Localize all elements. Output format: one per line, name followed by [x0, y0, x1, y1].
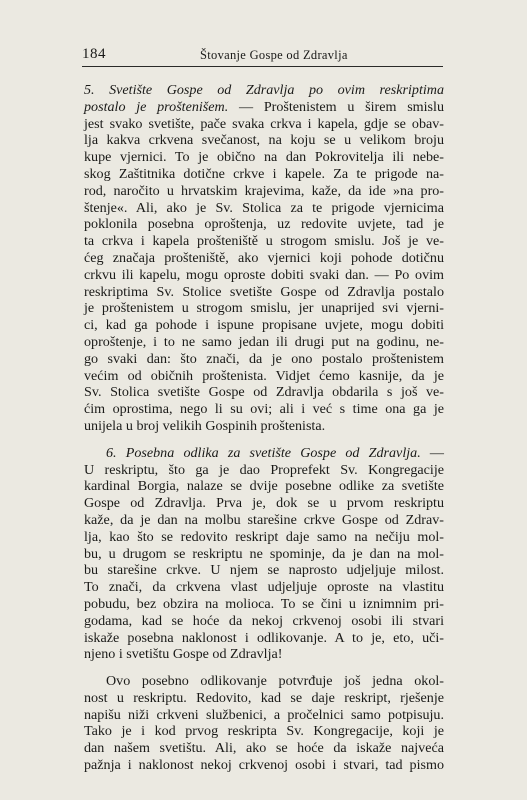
- line-text: skog Zaštitnika dotične crkve i kapele. Za te prigode na-: [84, 165, 444, 182]
- line-text: godama, kad se hoće da nekoj crkvenoj osobi ili stvari: [84, 612, 444, 629]
- text-line: [84, 445, 444, 462]
- text-line: [84, 300, 444, 317]
- line-text: ta crkva i kapela prošteniště u strogom smislu. Još je ve-: [84, 233, 444, 250]
- paragraph: [84, 82, 444, 435]
- line-text: većim od običnih proštenista. Vidjet ćemo kasnije, da je: [84, 367, 444, 384]
- line-text: Tako je i kod prvog reskripta Sv. Kongregacije, koji je: [84, 723, 444, 740]
- text-line: [84, 317, 444, 334]
- text-line: [84, 250, 444, 267]
- paragraph: [84, 445, 444, 663]
- text-line: [84, 351, 444, 368]
- text-line: [84, 512, 444, 529]
- text-line: [84, 529, 444, 546]
- line-text: kupe vjernici. To je obično na dan Pokrovitelja ili nebe-: [84, 149, 444, 166]
- line-text: dan našem svetištu. Ali, ako se hoće da iskaže najveća: [84, 740, 444, 757]
- line-text: unijela u broj velikih Gospinih proštenista.: [84, 417, 326, 434]
- running-head: Štovanje Gospe od Zdravlja: [200, 48, 348, 62]
- text-line: [84, 579, 444, 596]
- text-line: [84, 673, 444, 690]
- text-line: [84, 149, 444, 166]
- line-text: oproštenje, i to ne samo jedan ili drugi put na godinu, ne-: [84, 333, 444, 350]
- text-line: [84, 284, 444, 301]
- text-line: [84, 334, 444, 351]
- text-line: [84, 646, 444, 663]
- line-text: pobudu, bez obzira na molioca. To se čini u iznimnim pri-: [84, 595, 444, 612]
- line-text: ćim oprostima, nego li su ovi; ali i već s time ona ga je: [84, 401, 444, 418]
- page-header: [82, 44, 443, 67]
- text-line: [84, 596, 444, 613]
- line-text: —: [420, 444, 444, 461]
- text-line: [84, 82, 444, 99]
- line-text: reskriptima Sv. Stolice svetište Gospe od Zdravlja postalo: [84, 283, 444, 300]
- line-text: Ovo posebno odlikovanje potvrđuje još jedna okol-: [106, 673, 444, 690]
- text-line: [84, 368, 444, 385]
- line-text: iskaže posebna naklonost i odlikovanje. A to je, eto, uči-: [84, 629, 444, 646]
- page-body: [84, 82, 444, 784]
- text-line: [84, 233, 444, 250]
- text-line: [84, 401, 444, 418]
- heading-italic: postalo je proštenišem.: [84, 98, 229, 115]
- text-line: [84, 216, 444, 233]
- heading-italic: 5. Svetište Gospe od Zdravlja po ovim reskriptima: [84, 82, 444, 98]
- line-text: kardinal Borgia, nalaze se dvije posebne odlike za svetište: [84, 478, 444, 495]
- text-line: [84, 723, 444, 740]
- line-text: poklonila posebna oproštenja, uz redovite uvjete, tad je: [84, 216, 444, 233]
- line-text: To znači, da crkvena vlast udjeljuje oproste na vlastitu: [84, 579, 444, 596]
- text-line: [84, 116, 444, 133]
- text-line: [84, 495, 444, 512]
- line-text: pažnja i naklonost nekoj crkvenoj osobi i stvari, tad pismo: [84, 757, 444, 774]
- line-text: lja kakva crkvena svečanost, na koju se u velikom broju: [84, 132, 444, 149]
- text-line: [84, 757, 444, 774]
- line-text: lja, kao što se redovito reskript daje samo na nečiju mol-: [84, 528, 444, 545]
- line-text: ćeg značaja prošteniště, ako vjernici koji pohode dotičnu: [84, 249, 444, 266]
- text-line: [84, 613, 444, 630]
- line-text: jest svako svetište, pače svaka crkva i kapela, gdje se obav-: [84, 115, 444, 132]
- paragraph: [84, 673, 444, 774]
- text-line: [84, 562, 444, 579]
- page-number: 184: [82, 46, 106, 62]
- text-line: [84, 384, 444, 401]
- text-line: [84, 740, 444, 757]
- text-line: [84, 99, 444, 116]
- text-line: [84, 418, 444, 435]
- text-line: [84, 630, 444, 647]
- line-text: bu, u drugom se reskriptu ne spominje, da je dan na mol-: [84, 545, 444, 562]
- text-line: [84, 707, 444, 724]
- text-line: [84, 132, 444, 149]
- line-text: ci, kad ga pohode i ispune propisane uvjete, mogu dobiti: [84, 317, 444, 334]
- line-text: njeno i svetištu Gospe od Zdravlja!: [84, 646, 283, 663]
- line-text: štenje«. Ali, ako je Sv. Stolica za te prigode vjernicima: [84, 199, 444, 216]
- text-line: [84, 690, 444, 707]
- line-text: kaže, da je dan na molbu starešine crkve Gospe od Zdrav-: [84, 511, 444, 528]
- line-text: — Proštenistem u širem smislu: [228, 98, 444, 115]
- text-line: [84, 166, 444, 183]
- text-line: [84, 200, 444, 217]
- line-text: Gospe od Zdravlja. Prva je, dok se u prvom reskriptu: [84, 495, 444, 512]
- line-text: Sv. Stolica svetište Gospe od Zdravlja obdarila s još ve-: [84, 384, 444, 401]
- line-text: napišu niži crkveni službenici, a pročelnici samo potpisuju.: [84, 706, 444, 723]
- line-text: rod, naročito u hrvatskim krajevima, kaže, da ide »na pro-: [84, 182, 444, 199]
- line-text: U reskriptu, što ga je dao Proprefekt Sv. Kongregacije: [84, 461, 444, 478]
- text-line: [84, 267, 444, 284]
- heading-italic: 6. Posebna odlika za svetište Gospe od Zdravlja.: [106, 444, 421, 461]
- text-line: [84, 183, 444, 200]
- line-text: go svaki dan: što znači, da je ono postalo proštenistem: [84, 350, 444, 367]
- text-line: [84, 546, 444, 563]
- text-line: [84, 462, 444, 479]
- line-text: je proštenistem u strogom smislu, jer unaprijed svi vjerni-: [84, 300, 444, 317]
- line-text: bu starešine crkve. U njem se naprosto udjeljuje milost.: [84, 562, 444, 579]
- line-text: nost u reskriptu. Redovito, kad se daje reskript, rješenje: [84, 689, 444, 706]
- text-line: [84, 478, 444, 495]
- line-text: crkvu ili kapelu, mogu oproste dobiti svaki dan. — Po ovim: [84, 266, 444, 283]
